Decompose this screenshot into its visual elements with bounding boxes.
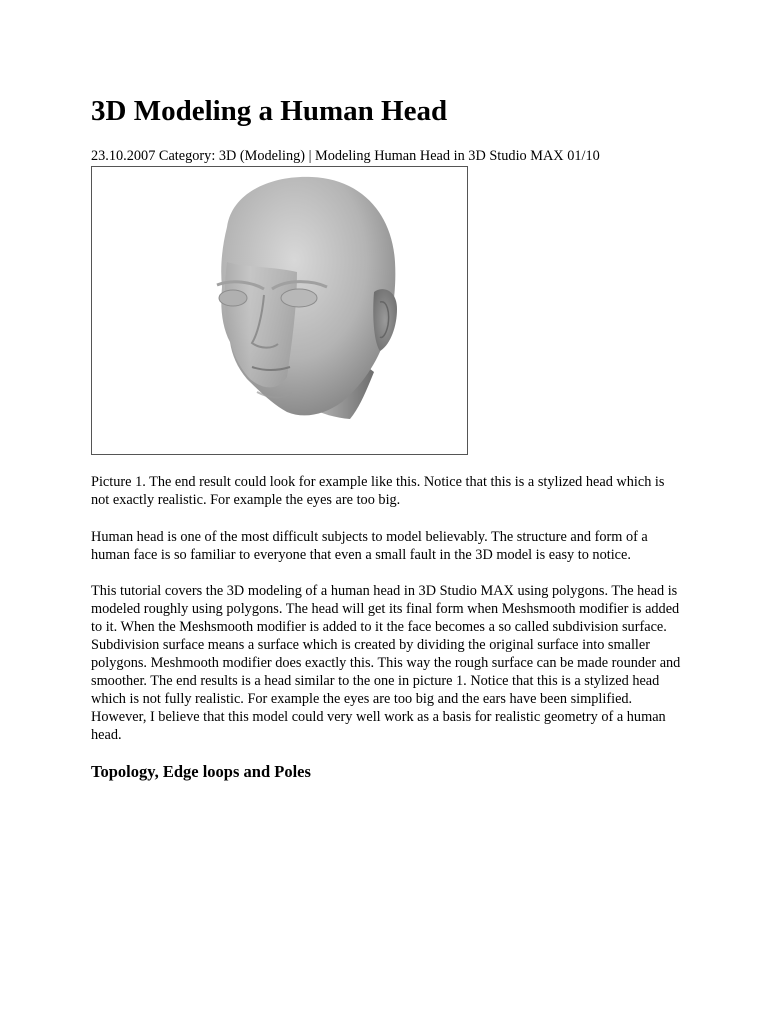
paragraph-body: This tutorial covers the 3D modeling of a human head in 3D Studio MAX using polygons. The head is modeled roughly using polygons. The head will get its final form when Meshsmooth modifier is added to it. When the Meshsmooth modifier is added to it the face becomes a so called subdivision surface. Subdivision surface means a surface which is created by dividing the original surface into smaller polygons. Meshmooth modifier does exactly this. This way the rough surface can be made rounder and smoother. The end results is a head similar to the one in picture 1. Notice that this is a stylized head which is not fully realistic. For example the eyes are too big and the ears have been simplified. However, I believe that this model could very well work as a basis for realistic geometry of a human head. [91, 583, 681, 743]
paragraph-intro: Human head is one of the most difficult subjects to model believably. The structure and form of a human face is so familiar to everyone that even a small fault in the 3D model is easy to notice. [91, 529, 648, 563]
rendered-3d-head-image [92, 167, 467, 454]
article-meta: 23.10.2007 Category: 3D (Modeling) | Modeling Human Head in 3D Studio MAX 01/10 [91, 148, 600, 164]
section-heading: Topology, Edge loops and Poles [91, 762, 311, 781]
figure-caption: Picture 1. The end result could look for example like this. Notice that this is a stylized head which is not exactly realistic. For example the eyes are too big. [91, 474, 665, 508]
figure-frame [91, 166, 468, 455]
page-title: 3D Modeling a Human Head [91, 95, 448, 127]
